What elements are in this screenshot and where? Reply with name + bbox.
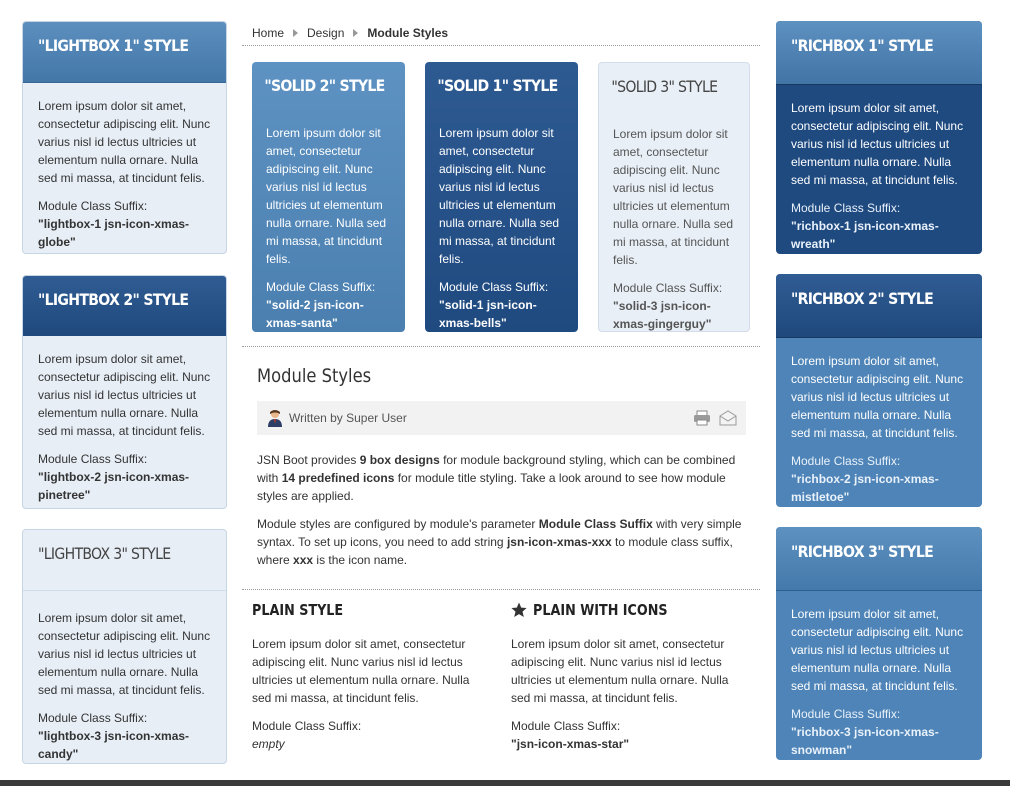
richbox-1-suffix-value: "richbox-1 jsn-icon-xmas-wreath"	[791, 219, 939, 251]
solid-2-title: "SOLID 2" STYLE	[264, 76, 385, 95]
article-paragraph-1: JSN Boot provides 9 box designs for module background styling, which can be combined with 14 predefined icons for module title styling. Take a look around to see how module styles are applied.	[257, 453, 736, 503]
richbox-2-module	[776, 274, 982, 507]
richbox-3-suffix-value: "richbox-3 jsn-icon-xmas-snowman"	[791, 725, 939, 757]
richbox-2-suffix-label: Module Class Suffix:	[791, 454, 901, 468]
lightbox-3-suffix-label: Module Class Suffix:	[38, 711, 148, 725]
lightbox-2-module	[22, 275, 227, 509]
lightbox-1-body	[23, 83, 226, 251]
solid-1-suffix-value: "solid-1 jsn-icon-xmas-bells"	[439, 298, 537, 330]
plain-icons-suffix-label: Module Class Suffix:	[511, 719, 621, 733]
breadcrumb-home[interactable]: Home	[252, 26, 285, 40]
richbox-3-title: "RICHBOX 3" STYLE	[791, 542, 934, 561]
plain-icons-text: Lorem ipsum dolor sit amet, consectetur adipiscing elit. Nunc varius nisl id lectus ultricies ut elementum nulla ornare. Nulla sed mi massa, at tincidunt felis.	[511, 637, 729, 705]
breadcrumb-current: Module Styles	[367, 26, 449, 40]
article-divider	[242, 589, 760, 590]
lightbox-2-suffix-label: Module Class Suffix:	[38, 452, 148, 466]
solid-1-module	[425, 62, 578, 332]
lightbox-1-suffix-value: "lightbox-1 jsn-icon-xmas-globe"	[38, 217, 190, 249]
richbox-1-text: Lorem ipsum dolor sit amet, consectetur adipiscing elit. Nunc varius nisl id lectus ultricies ut elementum nulla ornare. Nulla sed mi massa, at tincidunt felis.	[791, 101, 964, 187]
richbox-2-body	[776, 338, 982, 506]
richbox-1-suffix-label: Module Class Suffix:	[791, 201, 901, 215]
solid-3-module	[598, 62, 750, 332]
breadcrumb	[252, 26, 752, 42]
lightbox-2-header	[23, 276, 226, 336]
lightbox-2-suffix-value: "lightbox-2 jsn-icon-xmas-pinetree"	[38, 470, 190, 502]
lightbox-2-text: Lorem ipsum dolor sit amet, consectetur adipiscing elit. Nunc varius nisl id lectus ultricies ut elementum nulla ornare. Nulla sed mi massa, at tincidunt felis.	[38, 352, 211, 438]
printer-icon[interactable]	[693, 410, 711, 426]
solid-3-body	[599, 113, 749, 332]
solid-3-suffix-value: "solid-3 jsn-icon-xmas-gingerguy"	[613, 299, 712, 331]
solid-2-body	[252, 112, 405, 332]
plain-suffix-value: empty	[252, 737, 285, 751]
footer-bar	[0, 780, 1010, 786]
lightbox-3-title: "LIGHTBOX 3" STYLE	[38, 544, 171, 563]
richbox-2-text: Lorem ipsum dolor sit amet, consectetur adipiscing elit. Nunc varius nisl id lectus ultricies ut elementum nulla ornare. Nulla sed mi massa, at tincidunt felis.	[791, 354, 964, 440]
richbox-3-module	[776, 527, 982, 760]
article-info-bar	[257, 401, 746, 435]
solid-2-suffix-value: "solid-2 jsn-icon-xmas-santa"	[266, 298, 364, 330]
plain-icons-suffix-value: "jsn-icon-xmas-star"	[511, 737, 630, 751]
star-icon	[511, 602, 527, 618]
richbox-1-body	[776, 85, 982, 253]
article-body	[257, 451, 747, 569]
solid-1-text: Lorem ipsum dolor sit amet, consectetur adipiscing elit. Nunc varius nisl id lectus ultricies ut elementum nulla ornare. Nulla sed mi massa, at tincidunt felis.	[439, 126, 560, 266]
article-paragraph-2: Module styles are configured by module's parameter Module Class Suffix with very simple syntax. To set up icons, you need to add string jsn-icon-xmas-xxx to module class suffix, where xxx is the icon name.	[257, 517, 742, 567]
richbox-2-title: "RICHBOX 2" STYLE	[791, 289, 934, 308]
solid-1-body	[425, 112, 578, 332]
solid-1-title: "SOLID 1" STYLE	[437, 76, 558, 95]
plain-title: PLAIN STYLE	[252, 601, 344, 619]
solid-1-suffix-label: Module Class Suffix:	[439, 280, 549, 294]
richbox-1-title: "RICHBOX 1" STYLE	[791, 36, 934, 55]
solid-2-suffix-label: Module Class Suffix:	[266, 280, 376, 294]
solid-2-module	[252, 62, 405, 332]
lightbox-3-body	[23, 591, 226, 763]
chevron-right-icon	[353, 29, 358, 37]
plain-text: Lorem ipsum dolor sit amet, consectetur adipiscing elit. Nunc varius nisl id lectus ultricies ut elementum nulla ornare. Nulla sed mi massa, at tincidunt felis.	[252, 637, 470, 705]
richbox-1-header	[776, 21, 982, 85]
solid-section-divider	[242, 346, 760, 347]
plain-icons-title: PLAIN WITH ICONS	[533, 601, 668, 619]
chevron-right-icon	[293, 29, 298, 37]
solid-3-text: Lorem ipsum dolor sit amet, consectetur adipiscing elit. Nunc varius nisl id lectus ultricies ut elementum nulla ornare. Nulla sed mi massa, at tincidunt felis.	[613, 127, 734, 267]
lightbox-1-text: Lorem ipsum dolor sit amet, consectetur adipiscing elit. Nunc varius nisl id lectus ultricies ut elementum nulla ornare. Nulla sed mi massa, at tincidunt felis.	[38, 99, 211, 185]
lightbox-2-title: "LIGHTBOX 2" STYLE	[38, 290, 189, 309]
solid-3-suffix-label: Module Class Suffix:	[613, 281, 723, 295]
lightbox-3-header	[23, 530, 226, 591]
lightbox-2-body	[23, 336, 226, 504]
richbox-2-suffix-value: "richbox-2 jsn-icon-xmas-mistletoe"	[791, 472, 939, 504]
richbox-3-header	[776, 527, 982, 591]
richbox-3-suffix-label: Module Class Suffix:	[791, 707, 901, 721]
lightbox-3-module	[22, 529, 227, 764]
lightbox-1-title: "LIGHTBOX 1" STYLE	[38, 36, 189, 55]
solid-2-text: Lorem ipsum dolor sit amet, consectetur adipiscing elit. Nunc varius nisl id lectus ultricies ut elementum nulla ornare. Nulla sed mi massa, at tincidunt felis.	[266, 126, 387, 266]
lightbox-3-suffix-value: "lightbox-3 jsn-icon-xmas-candy"	[38, 729, 190, 761]
richbox-3-text: Lorem ipsum dolor sit amet, consectetur adipiscing elit. Nunc varius nisl id lectus ultricies ut elementum nulla ornare. Nulla sed mi massa, at tincidunt felis.	[791, 607, 964, 693]
article-title: Module Styles	[257, 365, 372, 387]
breadcrumb-design[interactable]: Design	[307, 26, 345, 40]
plain-module	[252, 601, 482, 753]
solid-3-title: "SOLID 3" STYLE	[611, 77, 718, 96]
plain-suffix-label: Module Class Suffix:	[252, 719, 362, 733]
lightbox-1-module	[22, 21, 227, 254]
email-icon[interactable]	[719, 410, 737, 426]
user-icon	[267, 409, 283, 427]
richbox-2-header	[776, 274, 982, 338]
richbox-1-module	[776, 21, 982, 254]
breadcrumb-divider	[242, 45, 760, 46]
lightbox-3-text: Lorem ipsum dolor sit amet, consectetur adipiscing elit. Nunc varius nisl id lectus ultricies ut elementum nulla ornare. Nulla sed mi massa, at tincidunt felis.	[38, 611, 211, 697]
richbox-3-body	[776, 591, 982, 759]
plain-icons-header	[511, 601, 741, 623]
lightbox-1-suffix-label: Module Class Suffix:	[38, 199, 148, 213]
plain-icons-module	[511, 601, 741, 753]
article-author: Written by Super User	[289, 411, 407, 425]
lightbox-1-header	[23, 22, 226, 83]
